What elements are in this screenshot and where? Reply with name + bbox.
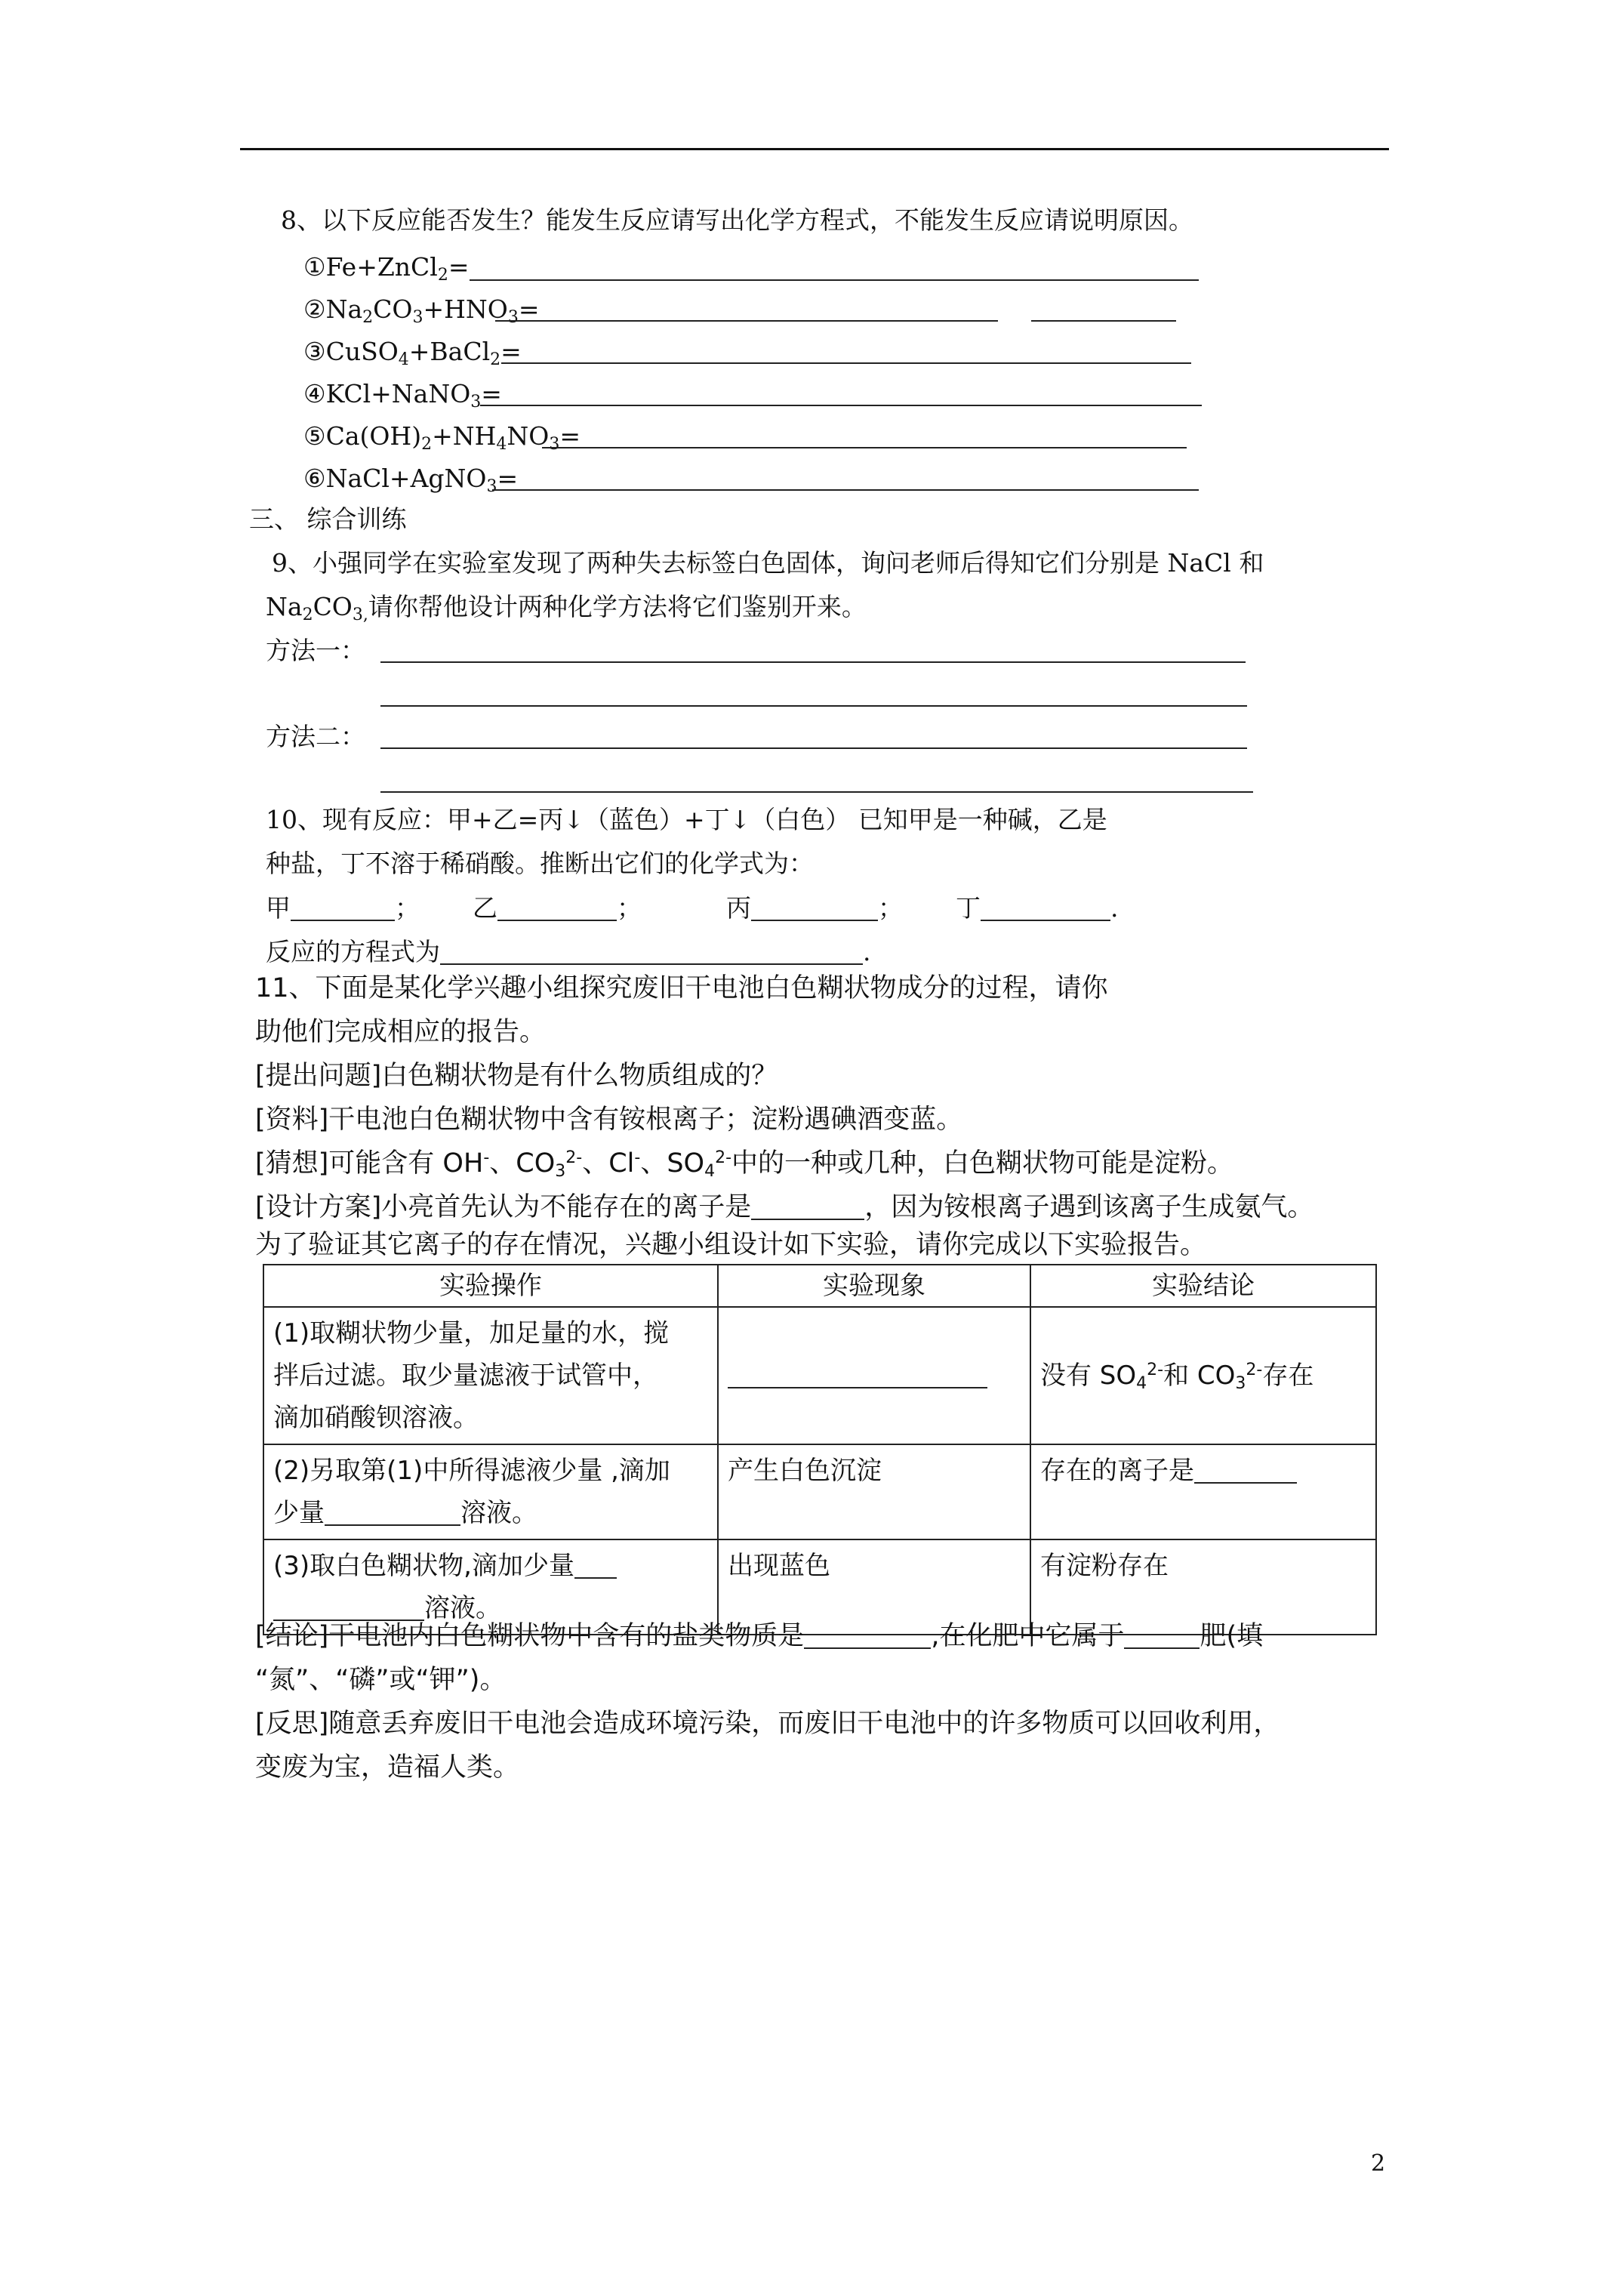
q8-answer-line-4[interactable] bbox=[480, 405, 1202, 406]
q10-equation: 反应的方程式为 . bbox=[266, 937, 871, 966]
q11-guess: [猜想]可能含有 OH-、$CO_3^{2-}$、Cl-、$SO_4^{2-}$中的一种或几种，白色糊状物可能是淀粉。 bbox=[255, 1148, 1234, 1181]
q9-method1-label: 方法一： bbox=[266, 636, 365, 665]
q10-answers: 甲 ； 乙 ； 丙 ； 丁 . bbox=[266, 893, 1119, 923]
q8-item-4: ④KCl+NaNO$_3$= bbox=[303, 379, 502, 411]
section-heading: 三、 综合训练 bbox=[249, 504, 407, 534]
header-rule bbox=[240, 148, 1389, 150]
q8-item-1: ①Fe+ZnCl$_2$= bbox=[303, 252, 470, 285]
q11-reflect-1: [反思]随意丢弃废旧干电池会造成环境污染，而废旧干电池中的许多物质可以回收利用， bbox=[255, 1709, 1280, 1739]
q9-method2-line1[interactable] bbox=[380, 747, 1247, 749]
row2-operation: (2)另取第(1)中所得滤液少量 ,滴加 少量 溶液。 bbox=[263, 1444, 718, 1539]
table-row bbox=[263, 1444, 1376, 1539]
q11-conclusion-2: “氮”、“磷”或“钾”)。 bbox=[255, 1665, 507, 1695]
row2-conclusion: 存在的离子是 bbox=[1030, 1444, 1376, 1539]
header-operation: 实验操作 bbox=[263, 1265, 718, 1307]
q11-reflect-2: 变废为宝，造福人类。 bbox=[255, 1752, 520, 1783]
q11-info: [资料]干电池白色糊状物中含有铵根离子；淀粉遇碘酒变蓝。 bbox=[255, 1105, 963, 1135]
table-row bbox=[263, 1307, 1376, 1444]
row3-phenomenon: 出现蓝色 bbox=[718, 1539, 1030, 1635]
page-number: 2 bbox=[1371, 2150, 1386, 2177]
q9-method1-line1[interactable] bbox=[380, 661, 1246, 663]
header-conclusion: 实验结论 bbox=[1030, 1265, 1376, 1307]
q9-text-line1: 9、小强同学在实验室发现了两种失去标签白色固体，询问老师后得知它们分别是 NaCl 和 bbox=[272, 548, 1264, 578]
row2-phenomenon: 产生白色沉淀 bbox=[718, 1444, 1030, 1539]
q11-text-line2: 助他们完成相应的报告。 bbox=[255, 1017, 547, 1047]
q8-answer-line-2b[interactable] bbox=[1031, 320, 1176, 322]
row1-conclusion: 没有 $SO_4^{2-}$和 $CO_3^{2-}$存在 bbox=[1030, 1307, 1376, 1444]
row1-phenomenon-blank[interactable] bbox=[718, 1307, 1030, 1444]
q11-question: [提出问题]白色糊状物是有什么物质组成的？ bbox=[255, 1061, 778, 1091]
q8-item-5: $⑤Ca(OH)_2+NH_4NO_3=$ bbox=[303, 421, 581, 454]
q9-text-line2: $Na_2CO_{3,}$请你帮他设计两种化学方法将它们鉴别开来。 bbox=[266, 592, 867, 624]
q8-item-6: ⑥NaCl+AgNO$_3$= bbox=[303, 464, 519, 496]
q8-answer-line-6[interactable] bbox=[492, 489, 1199, 491]
row3-operation: (3)取白色糊状物,滴加少量 溶液。 bbox=[263, 1539, 718, 1635]
q11-text-line1: 11、下面是某化学兴趣小组探究废旧干电池白色糊状物成分的过程，请你 bbox=[255, 973, 1108, 1003]
header-phenomenon: 实验现象 bbox=[718, 1265, 1030, 1307]
q8-answer-line-1[interactable] bbox=[470, 279, 1199, 281]
experiment-table bbox=[263, 1264, 1377, 1635]
q8-answer-line-2a[interactable] bbox=[495, 320, 998, 322]
q8-item-3: ③CuSO$_4$+BaCl$_2$= bbox=[303, 337, 522, 369]
q10-text-line2: 种盐，丁不溶于稀硝酸。推断出它们的化学式为： bbox=[266, 849, 814, 878]
q8-prompt: 8、以下反应能否发生？能发生反应请写出化学方程式，不能发生反应请说明原因。 bbox=[281, 205, 1193, 235]
q11-verify: 为了验证其它离子的存在情况，兴趣小组设计如下实验，请你完成以下实验报告。 bbox=[255, 1230, 1207, 1260]
q8-item-2: $②Na_2CO_3+HNO_3=$ bbox=[303, 294, 540, 327]
q11-design: [设计方案]小亮首先认为不能存在的离子是 ，因为铵根离子遇到该离子生成氨气。 bbox=[255, 1192, 1314, 1222]
q8-answer-line-3[interactable] bbox=[501, 362, 1191, 364]
table-header-row bbox=[263, 1265, 1376, 1307]
q9-method2-label: 方法二： bbox=[266, 722, 365, 751]
q9-method2-line2[interactable] bbox=[380, 791, 1253, 793]
q11-conclusion: [结论]干电池内白色糊状物中含有的盐类物质是 ,在化肥中它属于 肥(填 bbox=[255, 1621, 1264, 1651]
row1-operation: (1)取糊状物少量，加足量的水，搅 拌后过滤。取少量滤液于试管中， 滴加硝酸钡溶液。 bbox=[263, 1307, 718, 1444]
q10-text-line1: 10、现有反应：甲+乙=丙↓（蓝色）+丁↓（白色） 已知甲是一种碱，乙是 bbox=[266, 805, 1107, 834]
q9-method1-line2[interactable] bbox=[380, 705, 1247, 707]
row3-conclusion: 有淀粉存在 bbox=[1030, 1539, 1376, 1635]
q8-answer-line-5[interactable] bbox=[542, 447, 1187, 448]
